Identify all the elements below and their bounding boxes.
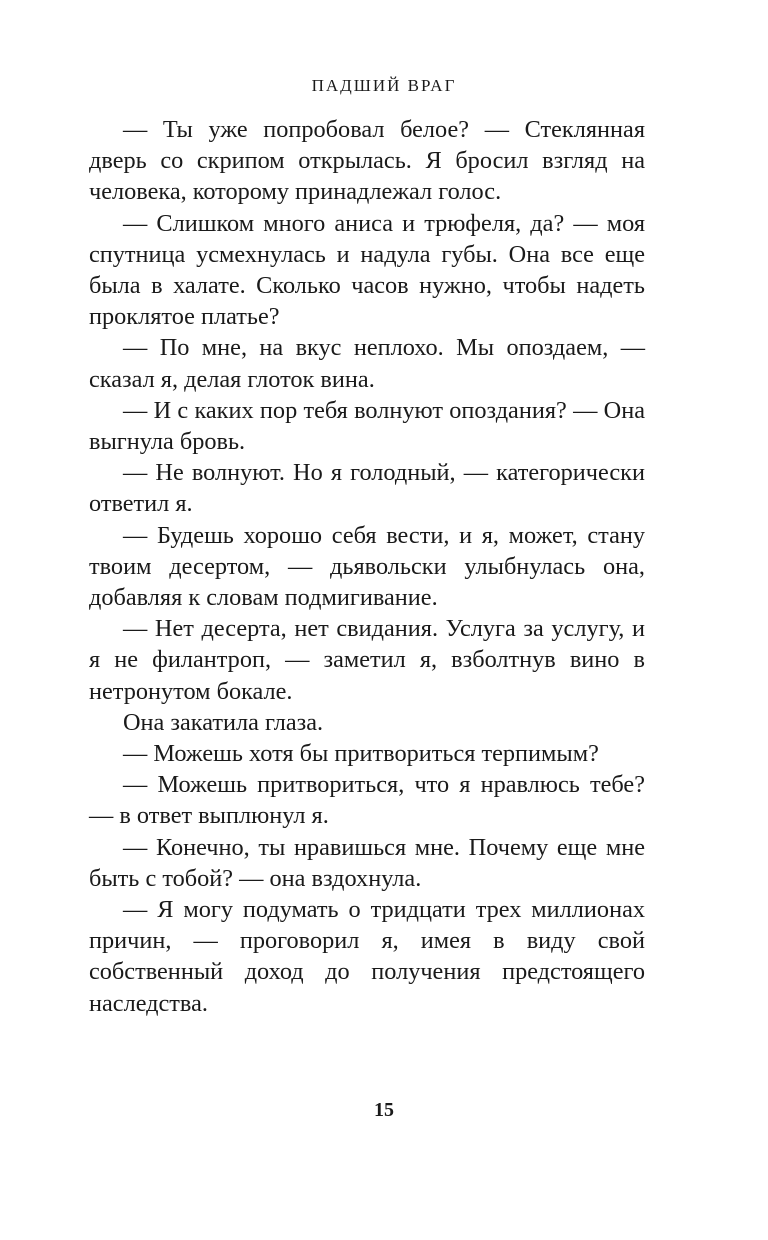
paragraph: — Не волнуют. Но я голодный, — категорически ответил я. <box>89 459 645 518</box>
paragraph: — Можешь притвориться, что я нравлюсь тебе? — в ответ выплюнул я. <box>89 771 645 830</box>
paragraph: — По мне, на вкус неплохо. Мы опоздаем, — сказал я, делая глоток вина. <box>89 334 645 393</box>
running-head: ПАДШИЙ ВРАГ <box>311 76 457 95</box>
paragraph: — Я могу подумать о тридцати трех миллионах причин, — проговорил я, имея в виду свой собственный доход до получения предстоящего наследства. <box>89 896 645 1017</box>
paragraph: — Ты уже попробовал белое? — Стеклянная дверь со скрипом открылась. Я бросил взгляд на человека, которому принадлежал голос. <box>89 116 645 206</box>
paragraph: — Конечно, ты нравишься мне. Почему еще мне быть с тобой? — она вздохнула. <box>89 833 645 892</box>
paragraph: Она закатила глаза. <box>123 708 324 736</box>
paragraph: — Можешь хотя бы притвориться терпимым? <box>123 740 599 768</box>
paragraph: — Нет десерта, нет свидания. Услуга за услугу, и я не филантроп, — заметил я, взболтнув вино в нетронутом бокале. <box>89 615 645 705</box>
page-number: 15 <box>374 1099 394 1121</box>
body-text <box>89 114 645 1019</box>
paragraph: — И с каких пор тебя волнуют опоздания? — Она выгнула бровь. <box>89 396 645 456</box>
paragraph: — Слишком много аниса и трюфеля, да? — моя спутница усмехнулась и надула губы. Она все еще была в халате. Сколько часов нужно, чтобы надеть проклятое платье? <box>89 209 645 331</box>
paragraph: — Будешь хорошо себя вести, и я, может, стану твоим десертом, — дьявольски улыбнулась она, добавляя к словам подмигивание. <box>89 521 645 612</box>
